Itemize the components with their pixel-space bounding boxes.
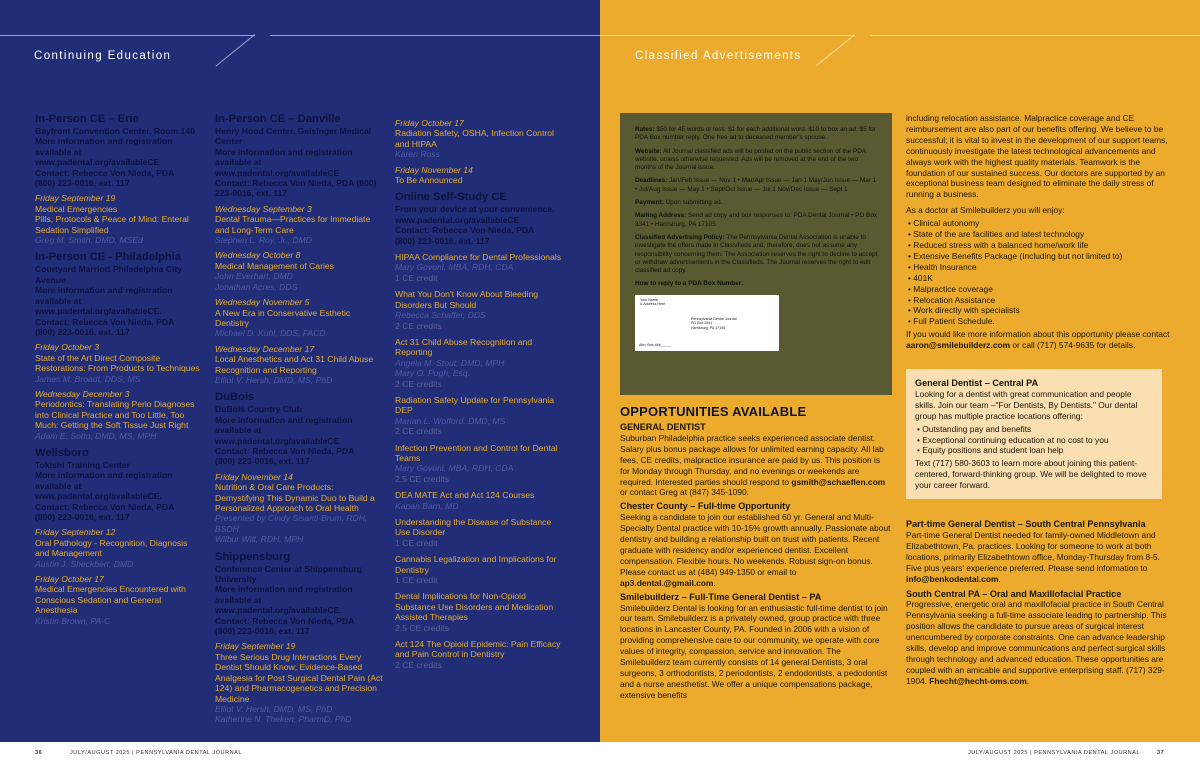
course-date: Friday November 14 — [215, 471, 293, 482]
location-detail: Tokishi Training Center — [35, 459, 130, 470]
presenter-name: Karen Ross — [395, 149, 440, 160]
course-date: Wednesday December 17 — [215, 343, 315, 354]
location-heading: Shippensburg — [215, 550, 291, 563]
location-heading: In-Person CE – Erie — [35, 113, 139, 125]
classified-info-box — [620, 113, 892, 395]
presenter-name: Presented by Cindy Sisanti-Brum, RDH, BSDH — [215, 513, 368, 534]
credit-count: 1 CE credit — [395, 272, 438, 283]
location-detail: (800) 223-0016, ext. 117 — [35, 512, 130, 522]
location-detail: (800) 223-0016, ext. 117 — [35, 326, 130, 337]
left-page — [0, 0, 600, 742]
course-title: Infection Prevention and Control for Dental Teams — [395, 442, 558, 463]
credit-count: 2 CE credits — [395, 320, 442, 331]
course-title: HIPAA Compliance for Dental Professionals — [395, 252, 562, 263]
boxed-ad — [906, 369, 1162, 499]
ad-body: Text (717) 580-3603 to learn more about joining this patient-centered, forward-thinking group. We will be delighted to move your career forward. — [915, 458, 1147, 491]
course-title: To Be Announced — [395, 175, 463, 186]
ad-body: Part-time General Dentist needed for family-owned Middletown and Elizabethtown, Pa. practices. Looking for someone to work at both locations, primarily Elizabethtown office, Monday-Thursday from 8-5. Five plus years' experience preferred. Please send information to info@benkodental.com. — [906, 530, 1160, 584]
credit-count: 2 CE credits — [395, 426, 442, 437]
presenter-name: Greg M. Smith, DMD, MSEd — [35, 235, 143, 246]
ad-body — [620, 433, 892, 498]
presenter-name: Katherine N. Theken, PharmD, PhD — [215, 714, 352, 725]
course-date: Friday September 12 — [35, 527, 116, 538]
ad-continued-text: including relocation assistance. Malpractice coverage and CE reimbursement are also part of our benefits offering. We believe to be successful; it is vital to invest in the development of our support teams, continuously investigate the latest technological advancements and always work with the highest quality materials. Teamwork is the foundation of our sustained success. Our doctors are supported by an exceptional business team designed to eliminate the daily stress of running a business. — [906, 113, 1168, 200]
presenter-name: Marian L. Wofford, DMD, MS — [395, 415, 506, 426]
ad-text-tail: . — [713, 577, 716, 588]
course-title: DEA MATE Act and Act 124 Courses — [395, 490, 535, 501]
course-title: Radiation Safety, OSHA, Infection Control and HIPAA — [395, 128, 554, 149]
header-rule — [270, 35, 600, 36]
credit-count: 1 CE credit — [395, 537, 438, 548]
benefit-item: • Clinical autonomy — [908, 218, 1172, 229]
course-title: Local Anesthetics and Act 31 Child Abuse Recognition and Reporting — [215, 354, 374, 375]
payment-text: Payment: Upon submitting ad. — [635, 199, 723, 207]
benefit-item: • Outstanding pay and benefits — [917, 424, 1153, 435]
presenter-name: Elliot V. Hersh, DMD, MS, PhD — [215, 374, 333, 385]
course-title: State of the Art Direct Composite Restorations: From Products to Techniques — [35, 352, 200, 374]
ad-text: Suburban Philadelphia practice seeks experienced associate dentist. Salary plus bonus package allows for unlimited earning capacity. All lab fees, CE credits, malpractice insurance are paid by us. This position is for Monday through Thursday, and no evenings or weekends are required. Interested parties should respond to — [620, 432, 884, 487]
course-item — [395, 289, 567, 331]
contact-email-link[interactable]: ap3.dental.@gmail.com — [620, 577, 714, 588]
course-title: Pills, Protocols & Peace of Mind: Enteral Sedation Simplified — [35, 214, 189, 235]
course-date: Friday October 17 — [35, 574, 104, 585]
course-title: Understanding the Disease of Substance Use Disorder — [395, 517, 552, 538]
location-detail: (800) 223-0016, ext. 117 — [215, 456, 310, 467]
deadlines-text: Deadlines: Jan/Feb Issue — Nov 1 • Mar/Apr Issue — Jan 1 May/Jun Issue — Mar 1 • Jul/Aug Issue — May 1 • Sept/Oct Issue — Jul 1 Nov/Dec Issue — Sept 1 — [635, 177, 877, 193]
footer-text-right: JULY/AUGUST 2025 | PENNSYLVANIA DENTAL JOURNAL — [968, 750, 1141, 756]
course-date: Friday September 19 — [35, 193, 116, 204]
ad-body — [620, 603, 892, 701]
location-detail: Contact: Rebecca Von Nieda, PDA (800) 223-0016, ext. 117 — [215, 178, 377, 199]
location-detail: More information and registration available at www.padental.org/availableCE. — [35, 285, 173, 317]
course-date: Friday September 19 — [215, 641, 296, 652]
benefit-item: • Health Insurance — [908, 262, 1172, 273]
course-item — [395, 554, 567, 585]
presenter-name: Kristin Brown, PA-C — [35, 615, 111, 626]
benefit-item: • Reduced stress with a balanced home/work life — [908, 240, 1172, 251]
website-text: Website: All Journal classified ads will be posted on the public section of the PDA website, unless otherwise requested. Ads will be removed at the end of the two months of the Journal issue. — [635, 147, 866, 172]
benefits-list — [908, 218, 1172, 327]
ad-text: Smilebuilderz Dental is looking for an enthusiastic full-time dentist to join our team. Smilebuilderz is a privately owned, group practice with three locations in Lancaster County, PA. Founded in 2006 with a vision of providing comprehensive care to our community, we operate with core values of integrity, compassion, service and innovation. The Smilebuilderz team currently consists of 14 general Dentists, 3 oral surgeons, 3 orthodontists, 2 periodontists, 2 endodontists, a pedodontist and a nurse anesthetist. We offer a unique compensations package, extensive benefits — [620, 602, 888, 700]
location-detail: More information and registration available at www.padental.org/availableCE — [215, 146, 353, 178]
benefit-item: • Work directly with specialists — [908, 305, 1172, 316]
ad-title: South Central PA – Oral and Maxillofacial Practice — [906, 588, 1122, 599]
course-item — [395, 517, 567, 548]
boxed-ad-list — [917, 424, 1153, 457]
presenter-name: Rebecca Schaffer, DDS — [395, 310, 486, 321]
benefit-item: • Relocation Assistance — [908, 295, 1172, 306]
ce-column-3 — [395, 113, 567, 670]
benefit-item: • Exceptional continuing education at no cost to you — [917, 435, 1153, 446]
presenter-name: Kapan Barn, MD — [395, 500, 459, 511]
course-date: Friday November 14 — [395, 164, 473, 175]
course-date: Wednesday November 5 — [215, 297, 310, 308]
credit-count: 2.5 CE credits — [395, 622, 449, 633]
ad-body — [620, 512, 892, 588]
credit-count: 2.5 CE credits — [395, 473, 449, 484]
location-detail: www.padental.org/availableCE — [395, 214, 520, 225]
presenter-name: Austin J. Sheckbert, DMD — [35, 558, 134, 569]
course-item — [395, 395, 567, 437]
location-heading: DuBois — [215, 391, 255, 404]
location-detail: Henry Hood Center, Geisinger Medical Center — [215, 126, 372, 147]
location-detail: More information and registration available at www.padental.org/availableCE — [215, 414, 353, 446]
envelope-example — [635, 295, 779, 351]
location-detail: Contact: Rebecca Von Nieda, PDA — [35, 167, 175, 178]
credit-count: 2 CE credits — [395, 659, 442, 670]
course-item — [395, 337, 567, 389]
contact-email-link[interactable]: gsmith@schaeflen.com — [791, 476, 886, 487]
benefit-item: • Equity positions and student loan help — [917, 445, 1153, 456]
ad-benefits-intro: As a doctor at Smilebuilderz you will enjoy: — [906, 205, 1065, 216]
location-detail: Contact: Rebecca Von Nieda, PDA — [215, 615, 355, 626]
benefit-item: • State of the are facilities and latest technology — [908, 229, 1172, 240]
course-title: Periodontics: Translating Perio Diagnoses into Clinical Practice and Too Little, Too Much: Getting the Soft Tissue Just Right — [35, 399, 195, 431]
ad-text-tail: or contact Greg at (847) 345-1090. — [620, 487, 749, 498]
course-title: Dental Implications for Non-Opioid Substance Use Disorders and Medication Assisted Therapies — [395, 591, 554, 623]
ad-text: Seeking a candidate to join our established 60 yr. General and Multi-Specialty Dental practice with 10-15% growth annually. Passionate about dentistry and building a relationship built on trust with patients. Recent graduate with residency and/or experienced dentist. Excellent compensation. Flexible hours. No weekends. Robust sign-on bonus. Please contact us at (484) 949-1350 or email to — [620, 512, 891, 577]
presenter-name: Mary Govoni, MBA, RDH, CDA — [395, 463, 514, 474]
ad-title: General Dentist – Central PA — [915, 378, 1039, 389]
contact-email-link[interactable]: aaron@smilebuilderz.com — [906, 340, 1011, 351]
location-detail: Bayfront Convention Center, Room 140 — [35, 126, 195, 136]
location-detail: (800) 223-0016, ext. 117 — [35, 178, 130, 189]
page-footer — [0, 742, 1200, 776]
presenter-name: Angela M. Stout, DMD, MPH Mary O. Pugh, Esq. — [395, 357, 505, 379]
opportunities-heading: OPPORTUNITIES AVAILABLE — [620, 404, 807, 419]
course-title: Radiation Safety Update for Pennsylvania DEP — [395, 394, 555, 416]
classifieds-column-2 — [906, 113, 1172, 687]
course-title: Nutrition & Oral Care Products: Demystifying This Dynamic Duo to Build a Personalized Approach to Oral Health — [215, 482, 375, 513]
ad-title: Chester County – Full-time Opportunity — [620, 501, 791, 512]
course-title: Medical Emergencies Encountered with Conscious Sedation and General Anesthesia — [35, 584, 186, 616]
credit-count: 1 CE credit — [395, 575, 438, 586]
course-title: A New Era in Conservative Esthetic Dentistry — [215, 307, 351, 328]
header-rule — [0, 35, 255, 36]
credit-count: 2 CE credits — [395, 378, 442, 389]
benefit-item: • Full Patient Schedule. — [908, 316, 1172, 327]
classifieds-column-1 — [620, 113, 892, 701]
presenter-name: John Everhart, DMD — [215, 271, 293, 282]
course-title: Act 124 The Opioid Epidemic: Pain Efficacy and Pain Control in Dentistry — [395, 639, 561, 660]
header-rule — [870, 35, 1200, 36]
location-heading: Wellsboro — [35, 446, 89, 459]
location-detail: Contact: Rebecca Von Nieda, PDA — [35, 501, 175, 512]
envelope-from: Your Name & Address Here — [640, 297, 666, 307]
course-date: Wednesday December 3 — [35, 388, 130, 399]
location-detail: More information and registration available at www.padental.org/availableCE. — [215, 584, 353, 616]
location-detail: More information and registration available at www.padental.org/availableCE. — [35, 470, 173, 502]
contact-email-link[interactable]: Fhecht@hecht-oms.com — [929, 675, 1027, 686]
ce-column-1 — [35, 113, 203, 626]
location-detail: Courtyard Marriott Philadelphia City Avenue — [35, 264, 183, 285]
location-heading: In-Person CE - Philadelphia — [35, 251, 182, 264]
policy-text: Classified Advertising Policy: The Pennsylvania Dental Association is unable to investigate the offers made in Classifieds and, therefore, does not assume any responsibility concerning them. The Association reserves the right to decline to accept or withdraw advertisements in the Classifieds. The Journal reserves the right to edit classified ad copy. — [635, 233, 878, 275]
location-detail: Contact: Rebecca Von Nieda, PDA — [215, 445, 355, 456]
course-title: Act 31 Child Abuse Recognition and Reporting — [395, 336, 533, 358]
location-detail: Contact: Rebecca Von Nieda, PDA — [35, 316, 175, 327]
course-date: Friday October 17 — [395, 118, 464, 128]
ad-title: Part-time General Dentist – South Central Pennsylvania — [906, 519, 1146, 530]
course-item — [395, 591, 567, 633]
presenter-name: Stephen L. Roy, Jr., DMD — [215, 235, 312, 246]
location-detail: DuBois Country Club — [215, 404, 302, 415]
course-title: Oral Pathology - Recognition, Diagnosis and Management — [35, 537, 188, 559]
presenter-name: Michael D. Kuhl, DDS, FACD — [215, 328, 326, 339]
course-title: Medical Emergencies — [35, 203, 118, 214]
ad-contact-text: If you would like more information about this opportunity please contact aaron@smilebuilderz.com or call (717) 574-9635 for details. — [906, 329, 1170, 351]
envelope-to: Pennsylvania Dental Journal PO Box 3341 Harrisburg, PA 17105 — [691, 316, 737, 330]
header-rule-slant — [816, 34, 855, 66]
presenter-name: Wilbur Wilt, RDH, MPH — [215, 534, 304, 545]
benefit-item: • 401K — [908, 273, 1172, 284]
location-detail: Contact: Rebecca Von Nieda, PDA — [395, 225, 535, 236]
section-title: Continuing Education — [34, 50, 172, 62]
location-detail: From your device at your convenience. — [395, 204, 555, 215]
footer-text-left: JULY/AUGUST 2025 | PENNSYLVANIA DENTAL JOURNAL — [70, 750, 243, 756]
location-detail: Conference Center at Shippensburg University — [215, 563, 363, 585]
page-number-left: 36 — [35, 750, 43, 756]
course-date: Wednesday October 8 — [215, 250, 301, 261]
course-item — [395, 252, 567, 283]
location-detail: (800) 223-0016, ext. 117 — [395, 235, 490, 246]
course-date: Friday October 3 — [35, 342, 99, 353]
presenter-name: James M. Broadt, DDS, MS — [35, 373, 141, 384]
location-heading: Online Self-Study CE — [395, 191, 507, 204]
ad-list — [620, 422, 892, 701]
course-item — [395, 443, 567, 485]
presenter-name: Elliot V. Hersh, DMD, MS, PhD — [215, 703, 333, 714]
course-date: Wednesday September 3 — [215, 203, 312, 214]
benefit-item: • Malpractice coverage — [908, 284, 1172, 295]
location-detail: More information and registration available at www.padental.org/availableCE — [35, 136, 173, 168]
presenter-name: Mary Govoni, MBA, RDH, CDA — [395, 262, 514, 273]
section-title: Classified Advertisements — [635, 50, 802, 62]
ad-body: Progressive, energetic oral and maxillofacial practice in South Central Pennsylvania seeking a full-time associate leading to partnership. This position allows the candidate to pursue areas of surgical interest unencumbered by corporate constraints. One can advance leadership skills, develop and improve communications and perfect surgical skills through technology and advanced education. These opportunities are coupled with an amicable and supportive enterprising staff. (717) 329-1904. Fhecht@hecht-oms.com. — [906, 599, 1167, 686]
course-item — [395, 490, 567, 511]
ce-column-2 — [215, 113, 385, 725]
ad-body: Looking for a dentist with great communication and people skills. Join our team –"For Dentists, By Dentists." Our dental group has multiple practice locations offering: — [915, 388, 1138, 421]
course-title: Three Serious Drug Interactions Every Dentist Should Know; Evidence-Based Analgesia for Post Surgical Dental Pain (Act 124) and Pharmacogenetics and Precision Medicine — [215, 651, 383, 704]
header-rule-slant — [216, 34, 255, 66]
contact-email-link[interactable]: info@benkodental.com — [906, 573, 999, 584]
envelope-box: Attn: Box ###_____ — [639, 343, 671, 348]
course-title: Dental Trauma—Practices for Immediate and Long-Term Care — [215, 214, 371, 235]
rates-text: Rates: $50 for 45 words or less. $1 for each additional word. $10 to box an ad. $5 for PDA Box number reply. One free ad to deceased member's spouse. — [635, 126, 876, 142]
header-rule — [600, 35, 855, 36]
ad-title: GENERAL DENTIST — [620, 422, 706, 432]
presenter-name: Adam E. Sotto, DMD, MS, MPH — [35, 430, 157, 441]
course-title: Cannabis Legalization and Implications for Dentistry — [395, 554, 557, 575]
location-heading: In-Person CE – Danville — [215, 113, 341, 125]
reply-label: How to reply to a PDA Box Number: — [635, 280, 744, 288]
course-item — [395, 639, 567, 670]
mailing-text: Mailing Address: Send ad copy and box responses to: PDA Dental Journal • PO Box 3341 • Harrisburg, PA 17105 — [635, 212, 878, 228]
ad-title: Smilebuilderz – Full-Time General Dentist – PA — [620, 591, 822, 602]
course-title: What You Don't Know About Bleeding Disorders But Should — [395, 289, 539, 310]
page-number-right: 37 — [1157, 750, 1165, 756]
course-title: Medical Management of Caries — [215, 260, 334, 271]
presenter-name: Jonathan Acres, DDS — [215, 281, 298, 292]
location-detail: (800) 223-0016, ext. 117 — [215, 626, 310, 637]
benefit-item: • Extensive Benefits Package (Including but not limited to) — [908, 251, 1172, 262]
